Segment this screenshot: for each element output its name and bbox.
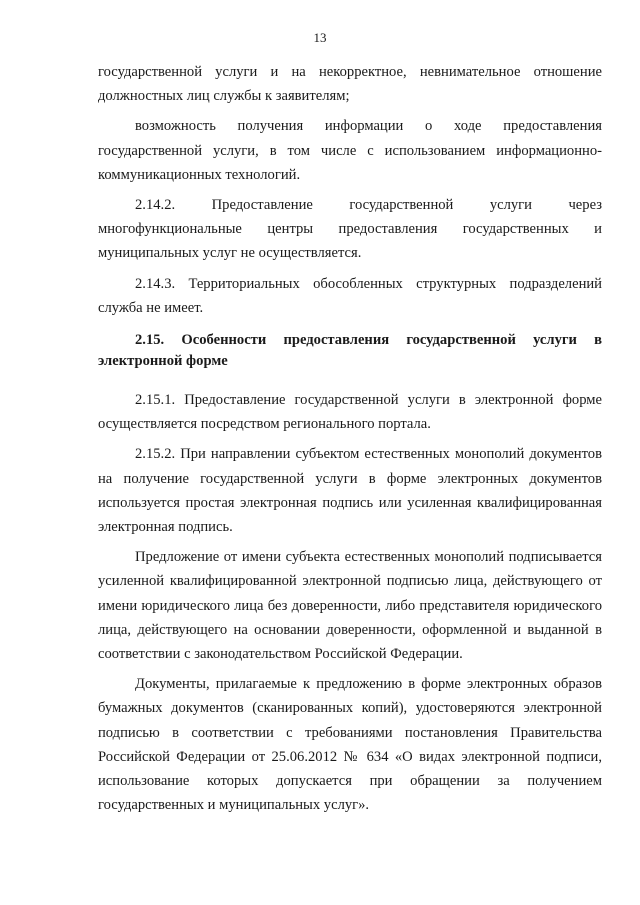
paragraph: Предложение от имени субъекта естественных монополий подписывается усиленной квалифицированной электронной подписью лица, действующего от имени юридического лица без доверенности, либо представителя юридического лица, действующего на основании доверенности, оформленной и выданной в соответствии с законодательством Российской Федерации. — [98, 549, 602, 663]
section-heading: 2.15. Особенности предоставления государственной услуги в электронной форме — [98, 332, 602, 370]
document-body — [98, 60, 602, 823]
paragraph: Документы, прилагаемые к предложению в форме электронных образов бумажных документов (сканированных копий), удостоверяются электронной подписью в соответствии с требованиями постановления Правительства Российской Федерации от 25.06.2012 № 634 «О видах электронной подписи, использование которых допускается при обращении за получением государственных и муниципальных услуг». — [98, 676, 602, 814]
paragraph: государственной услуги и на некорректное, невнимательное отношение должностных лиц службы к заявителям; — [98, 64, 602, 105]
paragraph: возможность получения информации о ходе предоставления государственной услуги, в том числе с использованием информационно-коммуникационных технологий. — [98, 118, 602, 183]
paragraph: 2.15.2. При направлении субъектом естественных монополий документов на получение государственной услуги в форме электронных документов используется простая электронная подпись или усиленная квалифицированная электронная подпись. — [98, 446, 602, 536]
paragraph: 2.14.2. Предоставление государственной услуги через многофункциональные центры предоставления государственных и муниципальных услуг не осуществляется. — [98, 197, 602, 262]
page-number: 13 — [313, 30, 327, 45]
paragraph: 2.14.3. Территориальных обособленных структурных подразделений служба не имеет. — [98, 275, 602, 316]
paragraph: 2.15.1. Предоставление государственной услуги в электронной форме осуществляется посредством регионального портала. — [98, 392, 602, 433]
